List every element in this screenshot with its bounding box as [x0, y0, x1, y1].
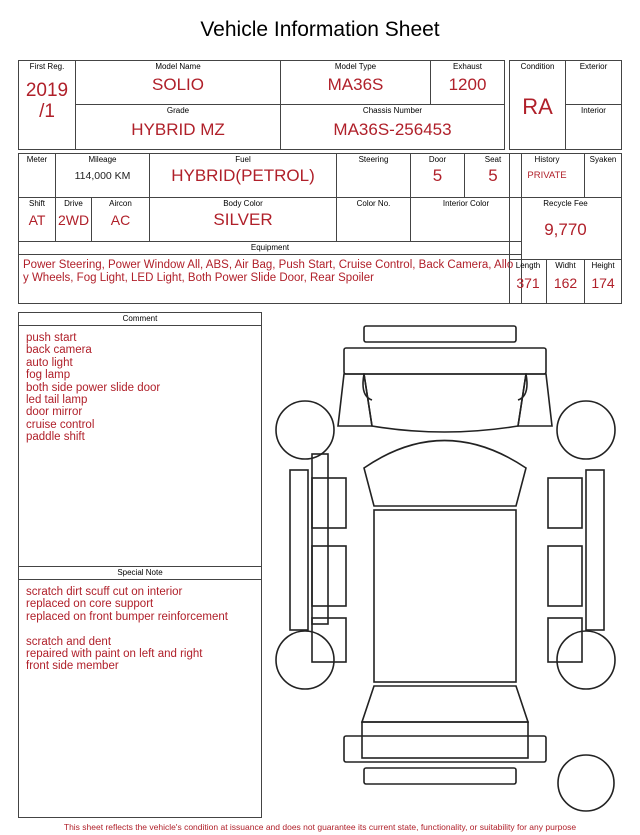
wheel-front-right: [557, 401, 615, 459]
special-note-line: scratch and dent: [26, 635, 112, 648]
comment-label: Comment: [19, 313, 261, 326]
exterior-label: Exterior: [579, 62, 608, 71]
fuel-cell: [150, 154, 337, 198]
syaken-cell: [585, 154, 622, 198]
aircon-value: AC: [110, 212, 131, 228]
comment-lines: [19, 326, 261, 444]
interior-cell: [566, 105, 622, 150]
history-label: History: [534, 155, 560, 164]
comment-box: [18, 312, 262, 567]
interior-color-cell: [411, 198, 522, 242]
chassis-cell: [281, 105, 505, 150]
shift-cell: [19, 198, 56, 242]
grade-cell: [76, 105, 281, 150]
seat-value: 5: [488, 166, 498, 185]
fuel-value: HYBRID(PETROL): [171, 166, 315, 185]
height-label: Height: [591, 261, 615, 270]
rear-bumper-outer: [364, 768, 516, 784]
special-note-line: replaced on front bumper reinforcement: [26, 610, 228, 623]
door-label: Door: [428, 155, 447, 164]
rear-window: [362, 686, 528, 722]
special-note-box: [18, 566, 262, 818]
comment-line: back camera: [26, 344, 92, 357]
history-value: PRIVATE: [527, 170, 567, 181]
condition-label: Condition: [520, 62, 555, 71]
fuel-label: Fuel: [235, 155, 251, 164]
equipment-cell: [19, 242, 522, 304]
model-type-cell: [281, 61, 431, 105]
interior-label: Interior: [581, 106, 606, 115]
exhaust-cell: [431, 61, 505, 105]
condition-cell: [510, 61, 566, 150]
tailgate: [362, 722, 528, 758]
body-color-cell: [150, 198, 337, 242]
condition-table: [509, 60, 622, 150]
model-type-label: Model Type: [334, 62, 377, 71]
equipment-label: Equipment: [19, 242, 521, 255]
recycle-fee-label: Recycle Fee: [543, 199, 588, 208]
first-reg-label: First Reg.: [29, 62, 65, 71]
special-note-line: front side member: [26, 660, 119, 673]
grade-value: HYBRID MZ: [131, 120, 225, 139]
width-cell: [547, 260, 585, 304]
body-color-value: SILVER: [213, 210, 273, 229]
model-name-value: SOLIO: [152, 75, 204, 94]
chassis-value: MA36S-256453: [333, 120, 452, 139]
height-cell: [585, 260, 622, 304]
drive-value: 2WD: [57, 212, 90, 228]
wheel-rear-right: [557, 631, 615, 689]
special-note-line: replaced on core support: [26, 598, 154, 611]
left-side-sill: [290, 470, 308, 630]
model-type-value: MA36S: [327, 75, 384, 94]
hood: [364, 374, 526, 432]
shift-label: Shift: [28, 199, 45, 208]
mileage-value: 114,000 KM: [74, 170, 131, 182]
special-note-label: Special Note: [19, 567, 261, 580]
steering-label: Steering: [358, 155, 389, 164]
right-rear-door: [548, 546, 582, 606]
mileage-cell: [56, 154, 150, 198]
equipment-value: Power Steering, Power Window All, ABS, Air Bag, Push Start, Cruise Control, Back Camera, Alloy Wheels, Fog Light, LED Light, Both Power Slide Door, Rear Spoiler: [23, 259, 514, 284]
model-name-label: Model Name: [155, 62, 201, 71]
comment-line: paddle shift: [26, 431, 85, 444]
recycle-fee-value: 9,770: [544, 220, 587, 239]
model-table: [18, 60, 505, 150]
aircon-label: Aircon: [109, 199, 132, 208]
meter-label: Meter: [26, 155, 48, 164]
special-note-line: scratch dirt scuff cut on interior: [26, 586, 183, 598]
first-reg-cell: [19, 61, 76, 150]
comment-line: door mirror: [26, 406, 83, 419]
grade-label: Grade: [166, 106, 190, 115]
interior-color-label: Interior Color: [442, 199, 490, 208]
spec-table: [18, 153, 522, 304]
history-cell: [510, 154, 585, 198]
drive-cell: [56, 198, 92, 242]
roof: [374, 510, 516, 682]
comment-line: cruise control: [26, 418, 95, 431]
exhaust-value: 1200: [448, 75, 487, 94]
length-value: 371: [516, 275, 540, 291]
width-value: 162: [553, 275, 578, 291]
front-fender-left: [338, 374, 372, 426]
length-label: Length: [515, 261, 541, 270]
comment-line: auto light: [26, 356, 73, 369]
model-name-cell: [76, 61, 281, 105]
door-cell: [411, 154, 465, 198]
first-reg-value: 2019 /1: [25, 80, 69, 122]
seat-label: Seat: [484, 155, 502, 164]
windshield: [364, 441, 526, 507]
length-cell: [510, 260, 547, 304]
car-diagram: [268, 318, 628, 818]
comment-line: push start: [26, 332, 77, 344]
door-value: 5: [432, 166, 443, 185]
wheel-front-left: [276, 401, 334, 459]
disclaimer: This sheet reflects the vehicle's condition at issuance and does not guarantee its current state, functionality, or suitability for any purpose: [63, 822, 577, 832]
exterior-cell: [566, 61, 622, 105]
recycle-fee-cell: [510, 198, 622, 260]
page-title: Vehicle Information Sheet: [200, 18, 440, 41]
front-fender-right: [518, 374, 552, 426]
steering-cell: [337, 154, 411, 198]
chassis-label: Chassis Number: [362, 106, 423, 115]
front-bumper-outer: [364, 326, 516, 342]
color-no-label: Color No.: [356, 199, 391, 208]
exhaust-label: Exhaust: [453, 62, 482, 71]
height-value: 174: [591, 275, 615, 291]
special-note-lines: [19, 580, 261, 673]
history-table: [509, 153, 622, 304]
special-note-line: [26, 623, 261, 635]
left-front-door: [312, 478, 346, 528]
front-bumper: [344, 348, 546, 374]
right-front-door: [548, 478, 582, 528]
right-side-sill: [586, 470, 604, 630]
drive-label: Drive: [64, 199, 83, 208]
special-note-line: repaired with paint on left and right: [26, 648, 203, 661]
mileage-label: Mileage: [88, 155, 117, 164]
body-color-label: Body Color: [223, 199, 263, 208]
comment-line: led tail lamp: [26, 394, 88, 407]
shift-value: AT: [28, 212, 46, 228]
comment-line: both side power slide door: [26, 381, 161, 394]
wheel-rear-left: [276, 631, 334, 689]
width-label: Widht: [555, 261, 576, 270]
syaken-label: Syaken: [589, 155, 617, 164]
left-pillar-front: [312, 454, 328, 624]
comment-line: fog lamp: [26, 369, 71, 382]
spare-wheel: [558, 755, 614, 811]
condition-value: RA: [522, 94, 553, 119]
color-no-cell: [337, 198, 411, 242]
aircon-cell: [92, 198, 150, 242]
left-rear-door: [312, 546, 346, 606]
meter-cell: [19, 154, 56, 198]
